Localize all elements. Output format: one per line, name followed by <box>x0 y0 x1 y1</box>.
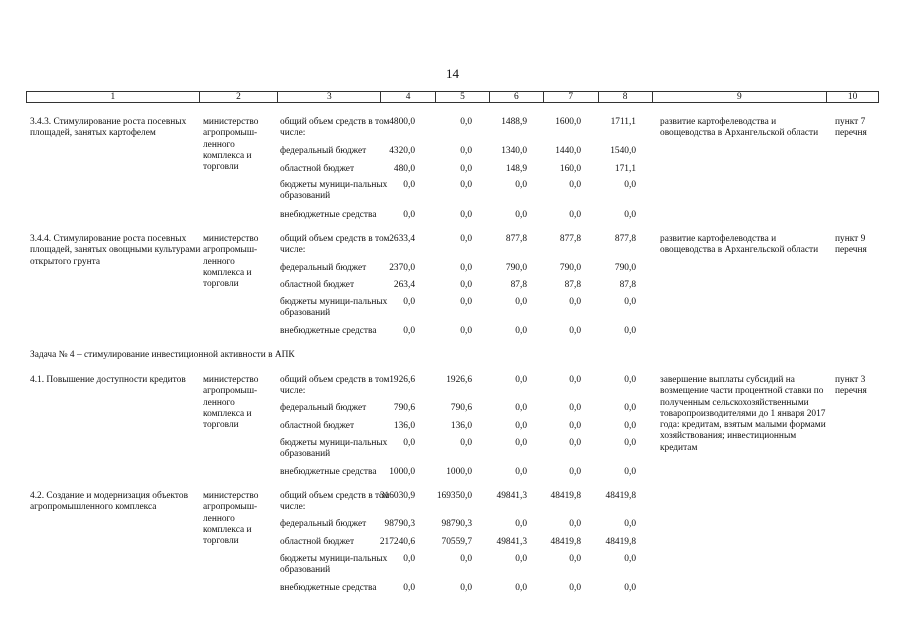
value-cell: 0,0 <box>569 554 581 564</box>
source-municipal: бюджеты муници-пальных образований <box>280 554 388 576</box>
value-cell: 0,0 <box>569 438 581 448</box>
value-cell: 0,0 <box>515 438 527 448</box>
measure-name: 3.4.4. Стимулирование роста посевных площадей, занятых овощными культурами открытого грунта <box>30 234 201 267</box>
source-total: общий объем средств в том числе: <box>280 234 390 256</box>
value-cell: 0,0 <box>515 403 527 413</box>
value-cell: 877,8 <box>559 234 581 244</box>
value-cell: 87,8 <box>510 280 527 290</box>
source-regional: областной бюджет <box>280 537 355 547</box>
value-cell: 1000,0 <box>389 467 415 477</box>
value-cell: 1926,6 <box>389 375 415 385</box>
value-cell: 0,0 <box>569 375 581 385</box>
value-cell: 0,0 <box>460 280 472 290</box>
value-cell: 0,0 <box>569 421 581 431</box>
column-header-2: 2 <box>200 92 279 102</box>
source-total: общий объем средств в том числе: <box>280 117 390 139</box>
value-cell: 4800,0 <box>389 117 415 127</box>
value-cell: 0,0 <box>624 554 636 564</box>
value-cell: 1440,0 <box>555 146 581 156</box>
value-cell: 1600,0 <box>555 117 581 127</box>
column-header-row <box>26 91 879 103</box>
value-cell: 48419,8 <box>550 491 581 501</box>
source-municipal: бюджеты муници-пальных образований <box>280 297 388 319</box>
value-cell: 0,0 <box>515 554 527 564</box>
source-extrabudgetary: внебюджетные средства <box>280 467 377 477</box>
value-cell: 0,0 <box>403 297 415 307</box>
reference: пункт 9 перечня <box>835 234 867 256</box>
value-cell: 171,1 <box>614 164 636 174</box>
column-header-6: 6 <box>490 92 544 102</box>
value-cell: 790,0 <box>614 263 636 273</box>
value-cell: 0,0 <box>460 180 472 190</box>
responsible-org: министерство агропромыш-ленного комплекса и торговли <box>203 491 259 547</box>
value-cell: 1926,6 <box>446 375 472 385</box>
responsible-org: министерство агропромыш-ленного комплекса и торговли <box>203 375 259 431</box>
source-total: общий объем средств в том числе: <box>280 491 390 513</box>
source-extrabudgetary: внебюджетные средства <box>280 583 377 593</box>
value-cell: 217240,6 <box>379 537 415 547</box>
value-cell: 98790,3 <box>441 519 472 529</box>
value-cell: 1711,1 <box>610 117 636 127</box>
value-cell: 480,0 <box>393 164 415 174</box>
value-cell: 169350,0 <box>436 491 472 501</box>
value-cell: 0,0 <box>460 263 472 273</box>
source-federal: федеральный бюджет <box>280 263 367 273</box>
source-federal: федеральный бюджет <box>280 519 367 529</box>
value-cell: 0,0 <box>515 375 527 385</box>
value-cell: 790,0 <box>559 263 581 273</box>
value-cell: 0,0 <box>403 438 415 448</box>
value-cell: 48419,8 <box>605 491 636 501</box>
value-cell: 0,0 <box>624 180 636 190</box>
value-cell: 136,0 <box>393 421 415 431</box>
column-header-8: 8 <box>599 92 653 102</box>
value-cell: 790,0 <box>505 263 527 273</box>
value-cell: 0,0 <box>460 117 472 127</box>
value-cell: 0,0 <box>460 554 472 564</box>
value-cell: 0,0 <box>515 421 527 431</box>
value-cell: 0,0 <box>460 234 472 244</box>
value-cell: 1488,9 <box>501 117 527 127</box>
source-federal: федеральный бюджет <box>280 146 367 156</box>
source-extrabudgetary: внебюджетные средства <box>280 210 377 220</box>
value-cell: 2633,4 <box>389 234 415 244</box>
value-cell: 0,0 <box>515 180 527 190</box>
reference: пункт 7 перечня <box>835 117 867 139</box>
value-cell: 4320,0 <box>389 146 415 156</box>
value-cell: 0,0 <box>460 326 472 336</box>
value-cell: 0,0 <box>515 519 527 529</box>
value-cell: 0,0 <box>624 326 636 336</box>
value-cell: 877,8 <box>505 234 527 244</box>
value-cell: 0,0 <box>403 326 415 336</box>
value-cell: 0,0 <box>515 326 527 336</box>
value-cell: 0,0 <box>624 297 636 307</box>
source-regional: областной бюджет <box>280 421 355 431</box>
value-cell: 0,0 <box>515 297 527 307</box>
task-heading: Задача № 4 – стимулирование инвестиционной активности в АПК <box>30 350 295 360</box>
value-cell: 2370,0 <box>389 263 415 273</box>
value-cell: 136,0 <box>450 421 472 431</box>
value-cell: 0,0 <box>460 297 472 307</box>
value-cell: 0,0 <box>460 438 472 448</box>
column-header-10: 10 <box>847 92 858 102</box>
value-cell: 0,0 <box>460 146 472 156</box>
measure-name: 3.4.3. Стимулирование роста посевных площадей, занятых картофелем <box>30 117 187 139</box>
value-cell: 70559,7 <box>441 537 472 547</box>
value-cell: 0,0 <box>624 583 636 593</box>
expected-result: развитие картофелеводства и овощеводства в Архангельской области <box>660 117 819 139</box>
value-cell: 0,0 <box>403 180 415 190</box>
value-cell: 148,9 <box>505 164 527 174</box>
value-cell: 0,0 <box>569 210 581 220</box>
responsible-org: министерство агропромыш-ленного комплекса и торговли <box>203 117 259 173</box>
value-cell: 0,0 <box>569 403 581 413</box>
value-cell: 49841,3 <box>496 491 527 501</box>
value-cell: 0,0 <box>624 467 636 477</box>
reference: пункт 3 перечня <box>835 375 867 397</box>
value-cell: 0,0 <box>624 403 636 413</box>
source-municipal: бюджеты муници-пальных образований <box>280 180 388 202</box>
value-cell: 1540,0 <box>610 146 636 156</box>
responsible-org: министерство агропромыш-ленного комплекса и торговли <box>203 234 259 290</box>
value-cell: 0,0 <box>624 210 636 220</box>
source-regional: областной бюджет <box>280 164 355 174</box>
value-cell: 49841,3 <box>496 537 527 547</box>
value-cell: 790,6 <box>393 403 415 413</box>
column-header-1: 1 <box>27 92 200 102</box>
measure-name: 4.2. Создание и модернизация объектов агропромышленного комплекса <box>30 491 189 513</box>
value-cell: 0,0 <box>403 554 415 564</box>
value-cell: 87,8 <box>619 280 636 290</box>
value-cell: 160,0 <box>559 164 581 174</box>
value-cell: 0,0 <box>569 297 581 307</box>
value-cell: 98790,3 <box>384 519 415 529</box>
value-cell: 877,8 <box>614 234 636 244</box>
value-cell: 48419,8 <box>605 537 636 547</box>
expected-result: завершение выплаты субсидий на возмещение части процентной ставки по полученным сельскохозяйственными товаропроизводителями до 1 января 2017 года: кредитам, взятым малыми формами хозяйствования; инвестиционным кредитам <box>660 375 826 453</box>
value-cell: 0,0 <box>515 210 527 220</box>
source-regional: областной бюджет <box>280 280 355 290</box>
measure-name: 4.1. Повышение доступности кредитов <box>30 375 186 385</box>
value-cell: 0,0 <box>624 519 636 529</box>
value-cell: 0,0 <box>460 210 472 220</box>
value-cell: 0,0 <box>460 164 472 174</box>
column-header-7: 7 <box>544 92 599 102</box>
value-cell: 1340,0 <box>501 146 527 156</box>
value-cell: 0,0 <box>403 583 415 593</box>
source-federal: федеральный бюджет <box>280 403 367 413</box>
source-total: общий объем средств в том числе: <box>280 375 390 397</box>
value-cell: 0,0 <box>515 583 527 593</box>
value-cell: 0,0 <box>569 326 581 336</box>
value-cell: 87,8 <box>564 280 581 290</box>
value-cell: 0,0 <box>569 180 581 190</box>
column-header-3: 3 <box>278 92 381 102</box>
value-cell: 0,0 <box>624 375 636 385</box>
value-cell: 790,6 <box>450 403 472 413</box>
column-header-5: 5 <box>436 92 490 102</box>
value-cell: 1000,0 <box>446 467 472 477</box>
source-extrabudgetary: внебюджетные средства <box>280 326 377 336</box>
value-cell: 263,4 <box>393 280 415 290</box>
value-cell: 0,0 <box>569 583 581 593</box>
value-cell: 48419,8 <box>550 537 581 547</box>
value-cell: 0,0 <box>460 583 472 593</box>
value-cell: 0,0 <box>569 467 581 477</box>
value-cell: 0,0 <box>624 421 636 431</box>
value-cell: 0,0 <box>569 519 581 529</box>
expected-result: развитие картофелеводства и овощеводства в Архангельской области <box>660 234 819 256</box>
source-municipal: бюджеты муници-пальных образований <box>280 438 388 460</box>
value-cell: 0,0 <box>403 210 415 220</box>
column-header-9: 9 <box>653 92 828 102</box>
column-header-4: 4 <box>381 92 436 102</box>
page-number: 14 <box>446 66 459 81</box>
value-cell: 0,0 <box>624 438 636 448</box>
value-cell: 0,0 <box>515 467 527 477</box>
value-cell: 316030,9 <box>379 491 415 501</box>
